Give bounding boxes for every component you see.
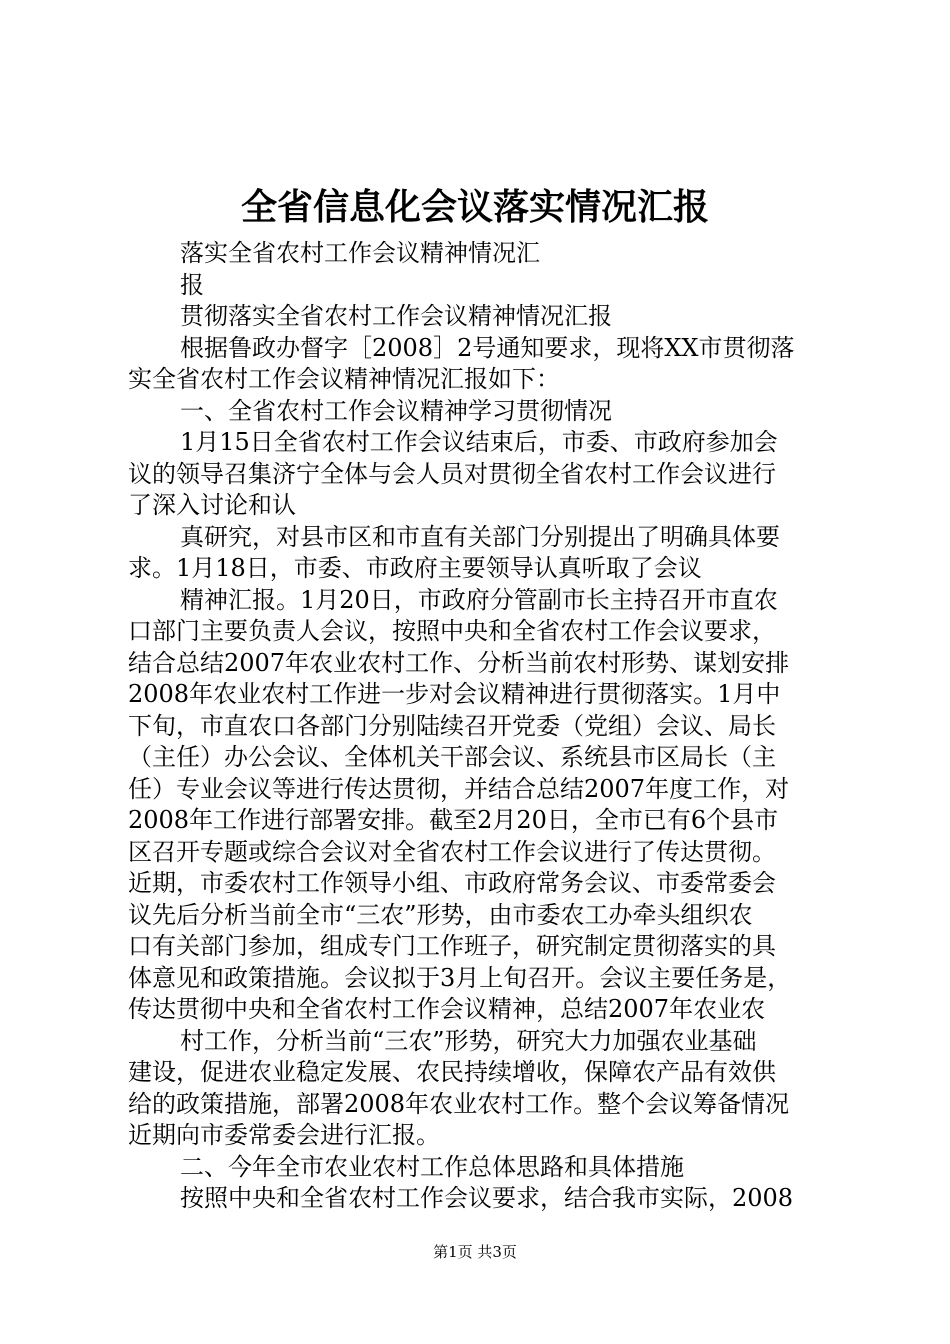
document-title: 全省信息化会议落实情况汇报 <box>240 187 709 228</box>
body-line: 近期，市委农村工作领导小组、市政府常务会议、市委常委会 <box>128 869 776 897</box>
body-line: 区召开专题或综合会议对全省农村工作会议进行了传达贯彻。 <box>128 837 776 866</box>
body-line: 报 <box>180 270 204 299</box>
body-line: 结合总结2007年农业农村工作、分析当前农村形势、谋划安排 <box>128 648 790 677</box>
body-line: 2008年工作进行部署安排。截至2月20日，全市已有6个县市 <box>128 806 779 834</box>
page-footer: 第1页 共3页 <box>433 1243 517 1261</box>
body-line: 贯彻落实全省农村工作会议精神情况汇报 <box>180 302 612 330</box>
body-line: 给的政策措施，部署2008年农业农村工作。整个会议筹备情况 <box>128 1089 790 1118</box>
document-body <box>128 238 840 1215</box>
body-line: （主任）办公会议、全体机关干部会议、系统县市区局长（主 <box>128 743 776 771</box>
body-line: 按照中央和全省农村工作会议要求，结合我市实际，2008 <box>180 1184 794 1212</box>
body-line: 实全省农村工作会议精神情况汇报如下： <box>128 365 560 393</box>
body-line: 近期向市委常委会进行汇报。 <box>128 1121 440 1149</box>
body-line: 了深入讨论和认 <box>128 491 296 519</box>
body-line: 求。1月18日，市委、市政府主要领导认真听取了会议 <box>128 554 702 582</box>
body-line: 一、全省农村工作会议精神学习贯彻情况 <box>180 396 612 425</box>
body-line: 2008年农业农村工作进一步对会议精神进行贯彻落实。1月中 <box>128 680 781 708</box>
body-line: 任）专业会议等进行传达贯彻，并结合总结2007年度工作，对 <box>128 774 790 803</box>
body-line: 根据鲁政办督字［2008］2号通知要求，现将XX市贯彻落 <box>180 333 795 362</box>
body-line: 下旬，市直农口各部门分别陆续召开党委（党组）会议、局长 <box>128 711 776 740</box>
body-line: 建设，促进农业稳定发展、农民持续增收，保障农产品有效供 <box>128 1058 776 1086</box>
body-line: 体意见和政策措施。会议拟于3月上旬召开。会议主要任务是， <box>128 963 792 992</box>
body-line: 议先后分析当前全市“三农”形势，由市委农工办牵头组织农 <box>128 900 753 929</box>
body-line: 真研究，对县市区和市直有关部门分别提出了明确具体要 <box>180 522 780 551</box>
body-line: 口部门主要负责人会议，按照中央和全省农村工作会议要求， <box>128 617 776 645</box>
body-line: 落实全省农村工作会议精神情况汇 <box>180 239 540 267</box>
body-line: 1月15日全省农村工作会议结束后，市委、市政府参加会 <box>180 428 778 456</box>
body-line: 传达贯彻中央和全省农村工作会议精神，总结2007年农业农 <box>128 995 766 1023</box>
body-line: 口有关部门参加，组成专门工作班子，研究制定贯彻落实的具 <box>128 932 776 960</box>
body-line: 村工作，分析当前“三农”形势，研究大力加强农业基础 <box>180 1026 757 1055</box>
body-line: 议的领导召集济宁全体与会人员对贯彻全省农村工作会议进行 <box>128 459 776 488</box>
body-line: 精神汇报。1月20日，市政府分管副市长主持召开市直农 <box>180 585 778 614</box>
body-line: 二、今年全市农业农村工作总体思路和具体措施 <box>180 1152 684 1181</box>
